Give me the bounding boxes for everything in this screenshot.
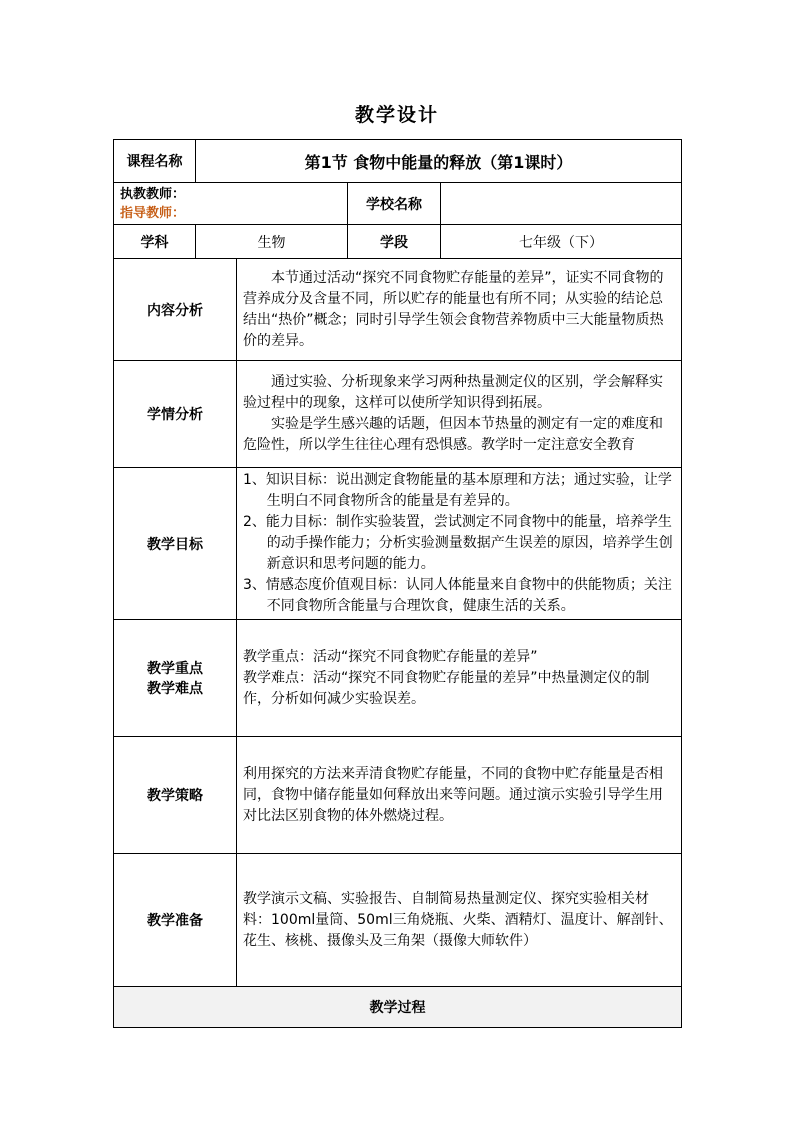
course-name: 第1节 食物中能量的释放（第1课时） (196, 140, 682, 183)
difficulty-label: 教学难点 (147, 681, 203, 697)
key-point-label: 教学重点 (147, 661, 203, 677)
content-analysis-row (114, 259, 682, 361)
document-title: 教学设计 (354, 104, 439, 126)
objectives-label: 教学目标 (114, 468, 237, 620)
school-label: 学校名称 (348, 183, 441, 225)
content-analysis-label: 内容分析 (114, 259, 237, 361)
key-points-label (114, 620, 237, 737)
objectives-row (114, 468, 682, 620)
subject-label: 学科 (114, 225, 196, 259)
guide-teacher-label: 指导教师： (120, 205, 186, 221)
subject-value: 生物 (196, 225, 348, 259)
content-analysis-text (237, 259, 682, 361)
teacher-row (114, 183, 682, 225)
objective-item: 2、能力目标：制作实验装置，尝试测定不同食物中的能量，培养学生的动手操作能力；分析实验测量数据产生误差的原因，培养学生创新意识和思考问题的能力。 (243, 514, 673, 572)
strategy-text: 利用探究的方法来弄清食物贮存能量，不同的食物中贮存能量是否相同，食物中储存能量如何释放出来等问题。通过演示实验引导学生用对比法区别食物的体外燃烧过程。 (237, 737, 682, 854)
student-analysis-label: 学情分析 (114, 361, 237, 468)
process-heading: 教学过程 (114, 987, 682, 1028)
subject-row (114, 225, 682, 259)
course-label: 课程名称 (114, 140, 196, 183)
stage-label: 学段 (348, 225, 441, 259)
key-points-row (114, 620, 682, 737)
key-points-text (237, 620, 682, 737)
preparation-label: 教学准备 (114, 854, 237, 987)
exec-teacher-label: 执教教师： (120, 186, 186, 202)
strategy-label: 教学策略 (114, 737, 237, 854)
content-analysis-paragraph: 本节通过活动“探究不同食物贮存能量的差异”，证实不同食物的营养成分及含量不同，所以贮存的能量也有所不同；从实验的结论总结出“热价”概念；同时引导学生领会食物营养物质中三大能量物质热价的差异。 (243, 269, 664, 349)
student-analysis-paragraph-2: 实验是学生感兴趣的话题，但因本节热量的测定有一定的难度和危险性，所以学生往往心理有恐惧感。教学时一定注意安全教育 (243, 416, 663, 453)
process-row (114, 987, 682, 1028)
lesson-plan-table (113, 139, 682, 1028)
objective-item: 3、情感态度价值观目标：认同人体能量来自食物中的供能物质；关注不同食物所含能量与合理饮食，健康生活的关系。 (243, 577, 672, 614)
key-point-text: 教学重点：活动“探究不同食物贮存能量的差异” (243, 648, 538, 665)
difficulty-text: 教学难点：活动“探究不同食物贮存能量的差异”中热量测定仪的制作，分析如何减少实验误差。 (243, 669, 650, 707)
student-analysis-paragraph-1: 通过实验、分析现象来学习两种热量测定仪的区别，学会解释实验过程中的现象，这样可以使所学知识得到拓展。 (243, 374, 663, 411)
preparation-row (114, 854, 682, 987)
student-analysis-row (114, 361, 682, 468)
stage-value: 七年级（下） (441, 225, 682, 259)
student-analysis-text (237, 361, 682, 468)
school-value (441, 183, 682, 225)
objectives-text (237, 468, 682, 620)
course-row (114, 140, 682, 183)
preparation-text: 教学演示文稿、实验报告、自制简易热量测定仪、探究实验相关材料：100ml量筒、50ml三角烧瓶、火柴、酒精灯、温度计、解剖针、花生、核桃、摄像头及三角架（摄像大师软件） (237, 854, 682, 987)
objective-item: 1、知识目标：说出测定食物能量的基本原理和方法；通过实验，让学生明白不同食物所含的能量是有差异的。 (243, 472, 672, 509)
strategy-row (114, 737, 682, 854)
teacher-cell (114, 183, 348, 225)
